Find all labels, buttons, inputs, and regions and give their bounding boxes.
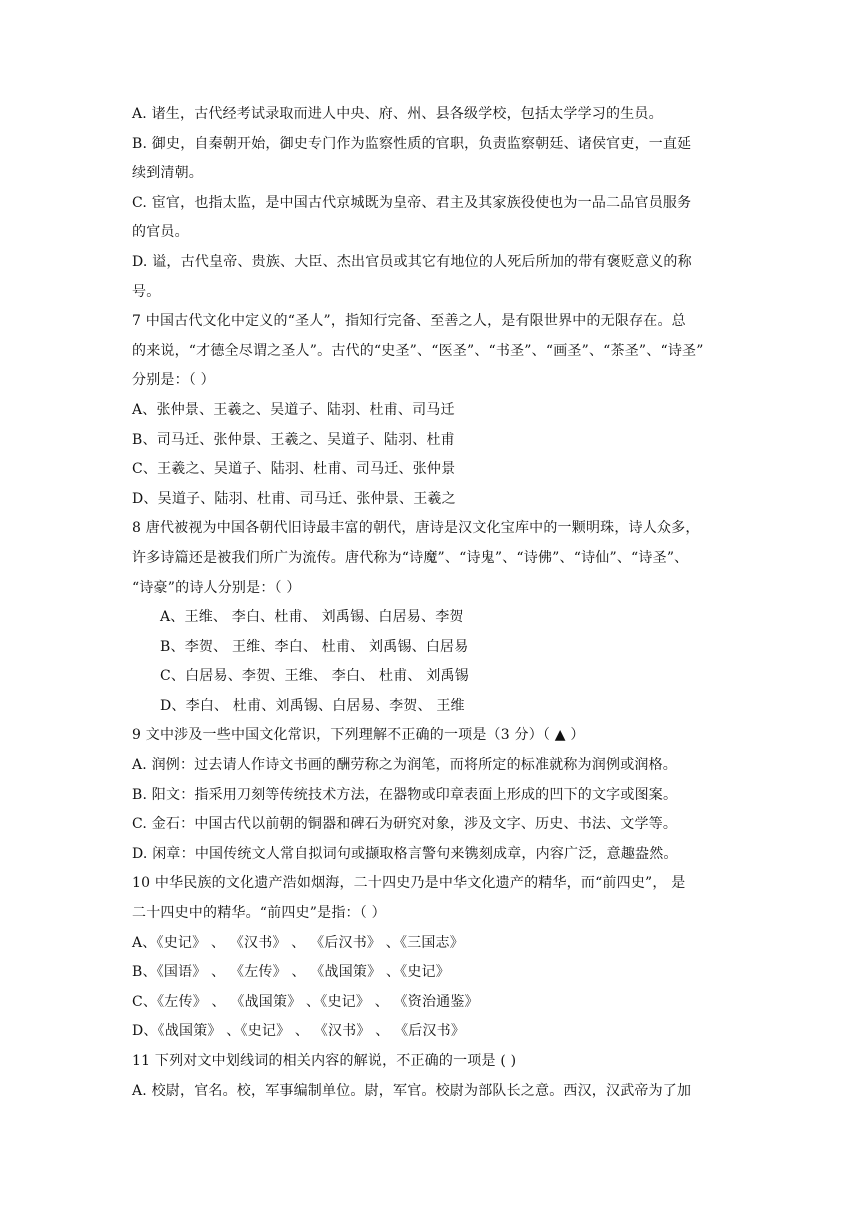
text-line: C、王羲之、吴道子、陆羽、杜甫、司马迁、张仲景 [132,461,456,478]
text-line: 10 中华民族的文化遗产浩如烟海，二十四史乃是中华文化遗产的精华，而“前四史”， 是 [132,875,686,892]
text-line: C. 金石：中国古代以前朝的铜器和碑石为研究对象，涉及文字、历史、书法、文学等。 [132,816,678,833]
text-line: 8 唐代被视为中国各朝代旧诗最丰富的朝代，唐诗是汉文化宝库中的一颗明珠，诗人众多， [132,520,700,537]
text-line: 分别是：（ ） [132,372,215,389]
text-line: 号。 [132,283,161,300]
text-line: B. 御史，自秦朝开始，御史专门作为监察性质的官职，负责监察朝廷、诸侯官吏，一直延 [132,135,692,152]
text-line: C、白居易、李贺、王维、 李白、 杜甫、 刘禹锡 [160,668,469,685]
text-line: A、张仲景、王羲之、吴道子、陆羽、杜甫、司马迁 [132,401,455,418]
text-line: D. 闲章：中国传统文人常自拟词句或撷取格言警句来镌刻成章，内容广泛，意趣盎然。 [132,845,678,862]
text-line: D、李白、 杜甫、刘禹锡、白居易、李贺、 王维 [160,697,465,714]
document-body [132,100,742,1106]
text-line: C. 宦官，也指太监，是中国古代京城既为皇帝、君主及其家族役使也为一品二品官员服务 [132,194,692,211]
text-line: 许多诗篇还是被我们所广为流传。唐代称为“诗魔”、“诗鬼”、“诗佛”、“诗仙”、“诗圣”、 [132,549,689,566]
text-line: D、《战国策》 、《史记》 、 《汉书》 、 《后汉书》 [132,1023,466,1040]
text-line: 的来说，“才德全尽谓之圣人”。古代的“史圣”、“医圣”、“书圣”、“画圣”、“茶圣”、“诗圣” [132,342,704,359]
text-line: 7 中国古代文化中定义的“圣人”，指知行完备、至善之人，是有限世界中的无限存在。总 [132,313,686,330]
text-line: 二十四史中的精华。“前四史”是指：（ ） [132,905,386,922]
text-line: B、《国语》 、 《左传》 、 《战国策》 、《史记》 [132,964,450,981]
text-line: A. 校尉，官名。校，军事编制单位。尉，军官。校尉为部队长之意。西汉，汉武帝为了加 [132,1082,692,1099]
text-line: B、李贺、 王维、李白、 杜甫、 刘禹锡、白居易 [160,638,469,655]
text-line: D、吴道子、陆羽、杜甫、司马迁、张仲景、王羲之 [132,490,456,507]
text-line: 的官员。 [132,224,189,241]
text-line: 11 下列对文中划线词的相关内容的解说，不正确的一项是 ( ) [132,1053,517,1069]
text-line: A、王维、 李白、杜甫、 刘禹锡、白居易、李贺 [160,609,464,626]
text-line: C、《左传》 、 《战国策》 、《史记》 、 《资治通鉴》 [132,993,479,1010]
text-line: “诗豪”的诗人分别是：（ ） [132,579,301,596]
text-line: 续到清朝。 [132,165,203,182]
text-line: 9 文中涉及一些中国文化常识，下列理解不正确的一项是（3 分）（ ▲ ） [132,727,585,744]
text-line: A、《史记》 、 《汉书》 、 《后汉书》 、《三国志》 [132,934,464,951]
text-line: B. 阳文：指采用刀刻等传统技术方法，在器物或印章表面上形成的凹下的文字或图案。 [132,786,678,803]
text-line: A. 诸生，古代经考试录取而进人中央、府、州、县各级学校，包括太学学习的生员。 [132,106,663,122]
text-line: D. 谥，古代皇帝、贵族、大臣、杰出官员或其它有地位的人死后所加的带有褒贬意义的称 [132,253,692,270]
text-line: B、司马迁、张仲景、王羲之、吴道子、陆羽、杜甫 [132,431,455,448]
text-line: A. 润例：过去请人作诗文书画的酬劳称之为润笔，而将所定的标准就称为润例或润格。 [132,757,678,774]
